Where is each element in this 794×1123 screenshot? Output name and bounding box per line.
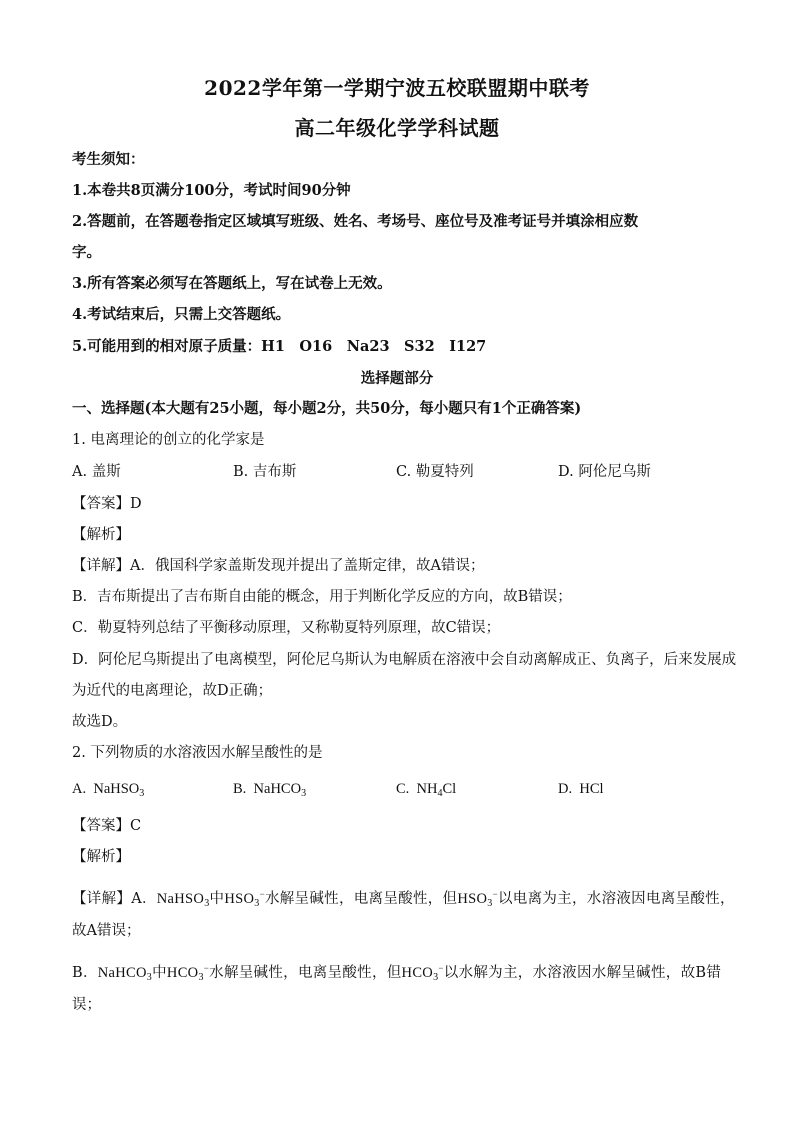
notice-item-5: 5.可能用到的相对原子质量：H1 O16 Na23 S32 I127	[72, 338, 487, 355]
q1-detail-d-cont: 为近代的电离理论，故D正确；	[72, 683, 273, 699]
q1-conclusion: 故选D。	[72, 714, 128, 730]
q2-detail-b: B．NaHCO$_3$中$HCO_3^-$水解呈碱性，电离呈酸性，但$HCO_3^-$以水解为主，水溶液因水解呈碱性，故B错	[72, 963, 722, 983]
exam-title: 2022学年第一学期宁波五校联盟期中联考	[204, 76, 590, 100]
q1-stem: 1. 电离理论的创立的化学家是	[72, 432, 265, 448]
q1-analysis-label: 【解析】	[72, 527, 130, 543]
q2-detail-a-cont: 故A错误；	[72, 923, 141, 939]
section-title: 选择题部分	[360, 370, 434, 387]
section-heading: 一、选择题(本大题有25小题，每小题2分，共50分，每小题只有1个正确答案)	[72, 400, 582, 417]
q2-option-d: D. HCl	[558, 781, 604, 797]
q2-stem: 2. 下列物质的水溶液因水解呈酸性的是	[72, 745, 323, 761]
q1-option-b: B. 吉布斯	[233, 464, 297, 480]
q1-answer: 【答案】D	[72, 496, 142, 512]
q1-option-a: A. 盖斯	[72, 464, 121, 480]
q2-option-b: B. NaHCO$_3$	[233, 781, 307, 799]
q1-detail-d: D．阿伦尼乌斯提出了电离模型，阿伦尼乌斯认为电解质在溶液中会自动离解成正、负离子，后来发展成	[72, 652, 737, 668]
q1-detail-a: 【详解】A．俄国科学家盖斯发现并提出了盖斯定律，故A错误；	[72, 558, 485, 574]
notice-item-2: 2.答题前，在答题卷指定区域填写班级、姓名、考场号、座位号及准考证号并填涂相应数	[72, 213, 639, 230]
notice-item-1: 1.本卷共8页满分100分，考试时间90分钟	[72, 182, 351, 199]
q2-detail-a: 【详解】A．NaHSO$_3$中$HSO_3^-$水解呈碱性，电离呈酸性，但$HSO_3^-$以电离为主，水溶液因电离呈酸性，	[72, 889, 735, 909]
q2-detail-b-cont: 误；	[72, 997, 101, 1013]
q2-answer: 【答案】C	[72, 818, 142, 834]
q1-option-c: C. 勒夏特列	[396, 464, 474, 480]
q1-option-d: D. 阿伦尼乌斯	[558, 464, 651, 480]
notice-item-3: 3.所有答案必须写在答题纸上，写在试卷上无效。	[72, 275, 392, 292]
exam-subtitle: 高二年级化学学科试题	[294, 116, 500, 140]
notice-item-4: 4.考试结束后，只需上交答题纸。	[72, 306, 291, 323]
q2-option-a: A. NaHSO$_3$	[72, 781, 145, 799]
notice-item-2-cont: 字。	[72, 244, 101, 261]
notice-heading: 考生须知：	[72, 151, 145, 168]
q1-detail-b: B．吉布斯提出了吉布斯自由能的概念，用于判断化学反应的方向，故B错误；	[72, 589, 572, 605]
q2-analysis-label: 【解析】	[72, 849, 130, 865]
q1-detail-c: C．勒夏特列总结了平衡移动原理，又称勒夏特列原理，故C错误；	[72, 620, 501, 636]
q2-option-c: C. $NH_4Cl$	[396, 781, 457, 799]
